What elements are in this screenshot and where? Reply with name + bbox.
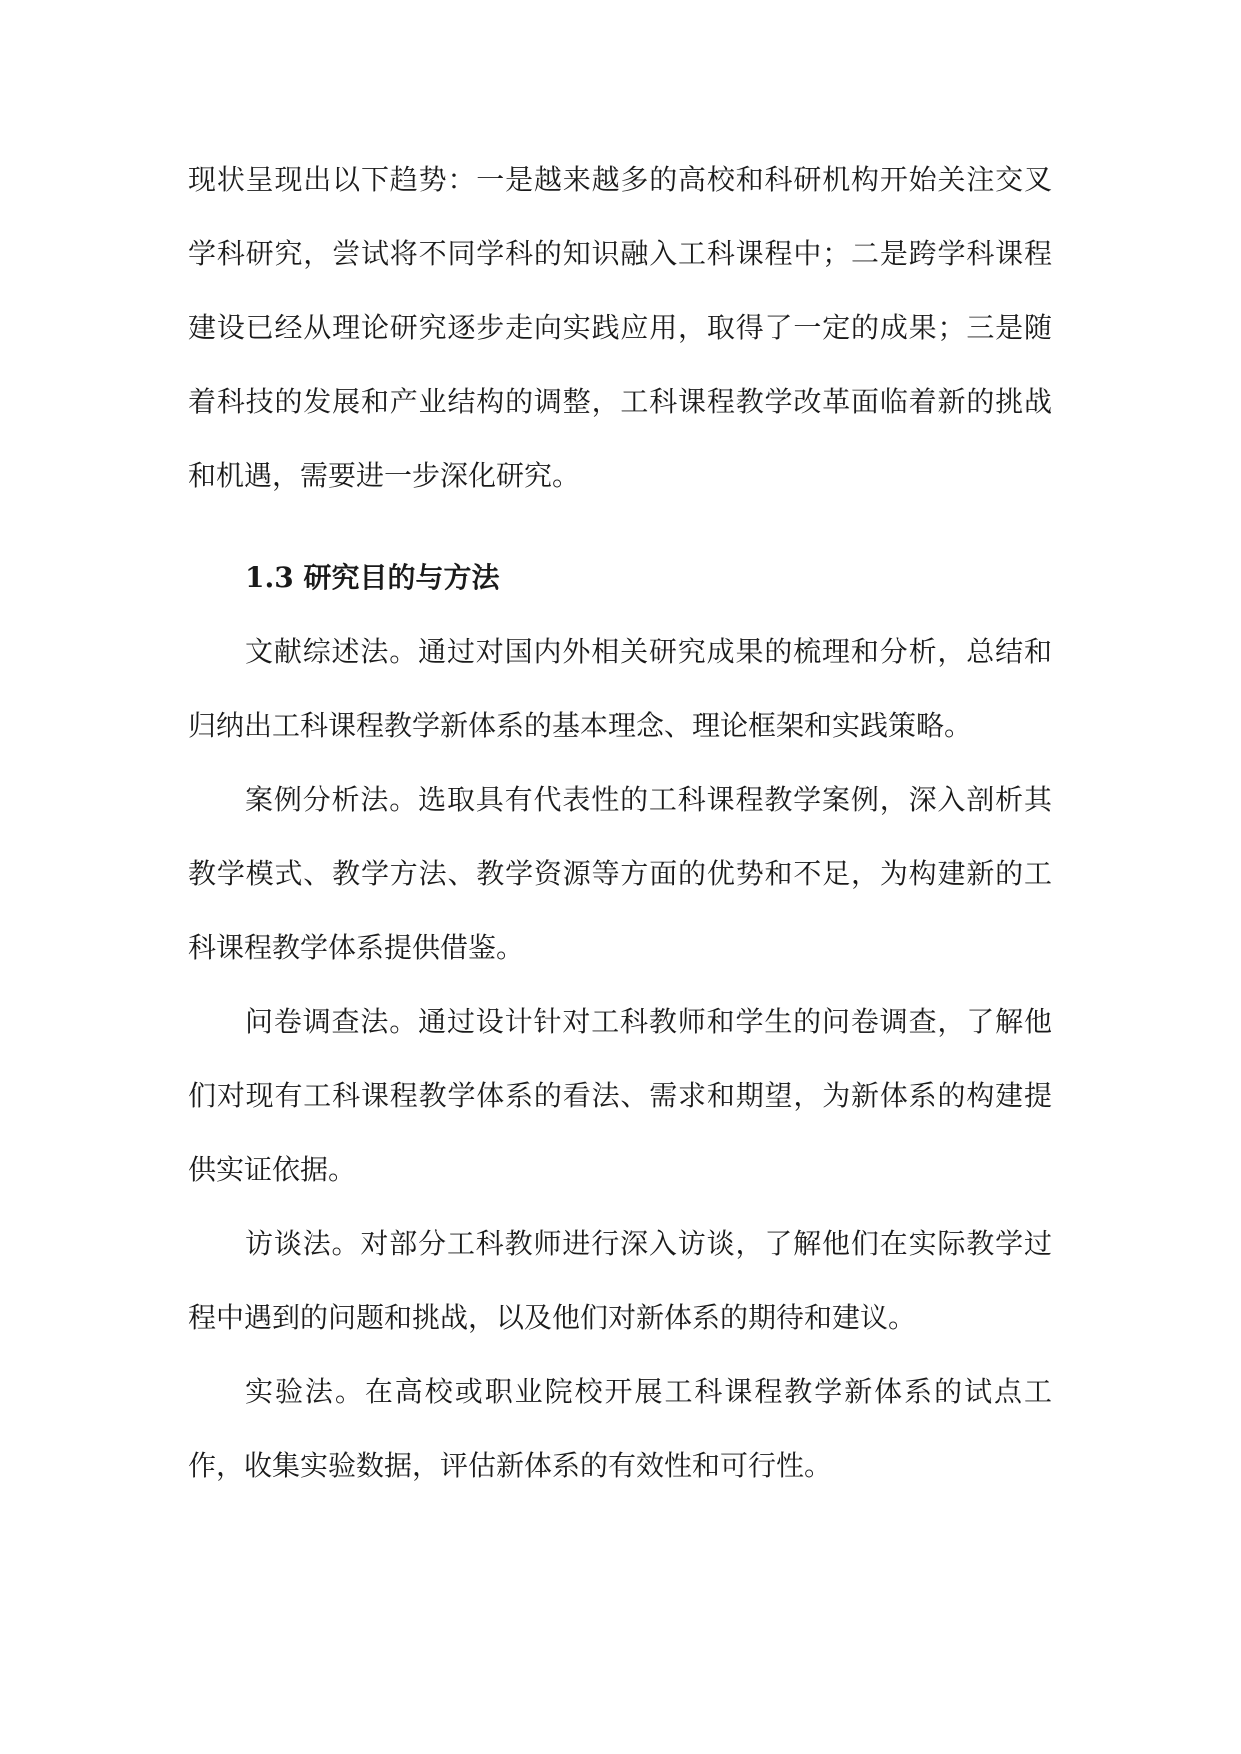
- intro-paragraph: 现状呈现出以下趋势：一是越来越多的高校和科研机构开始关注交叉学科研究，尝试将不同学科的知识融入工科课程中；二是跨学科课程建设已经从理论研究逐步走向实践应用，取得了一定的成果；三是随着科技的发展和产业结构的调整，工科课程教学改革面临着新的挑战和机遇，需要进一步深化研究。: [188, 163, 1052, 492]
- paragraph-experiment: 实验法。在高校或职业院校开展工科课程教学新体系的试点工作，收集实验数据，评估新体系的有效性和可行性。: [188, 1375, 1052, 1482]
- section-gap: [188, 513, 1052, 541]
- paragraph-interview: 访谈法。对部分工科教师进行深入访谈，了解他们在实际教学过程中遇到的问题和挑战，以及他们对新体系的期待和建议。: [188, 1227, 1052, 1334]
- paragraph-case-analysis: 案例分析法。选取具有代表性的工科课程教学案例，深入剖析其教学模式、教学方法、教学资源等方面的优势和不足，为构建新的工科课程教学体系提供借鉴。: [188, 783, 1052, 964]
- section-heading: 1.3 研究目的与方法: [245, 561, 500, 594]
- document-body: [188, 143, 1052, 1503]
- paragraph-questionnaire: 问卷调查法。通过设计针对工科教师和学生的问卷调查，了解他们对现有工科课程教学体系的看法、需求和期望，为新体系的构建提供实证依据。: [188, 1005, 1052, 1186]
- paragraph-literature-review: 文献综述法。通过对国内外相关研究成果的梳理和分析，总结和归纳出工科课程教学新体系的基本理念、理论框架和实践策略。: [188, 635, 1052, 742]
